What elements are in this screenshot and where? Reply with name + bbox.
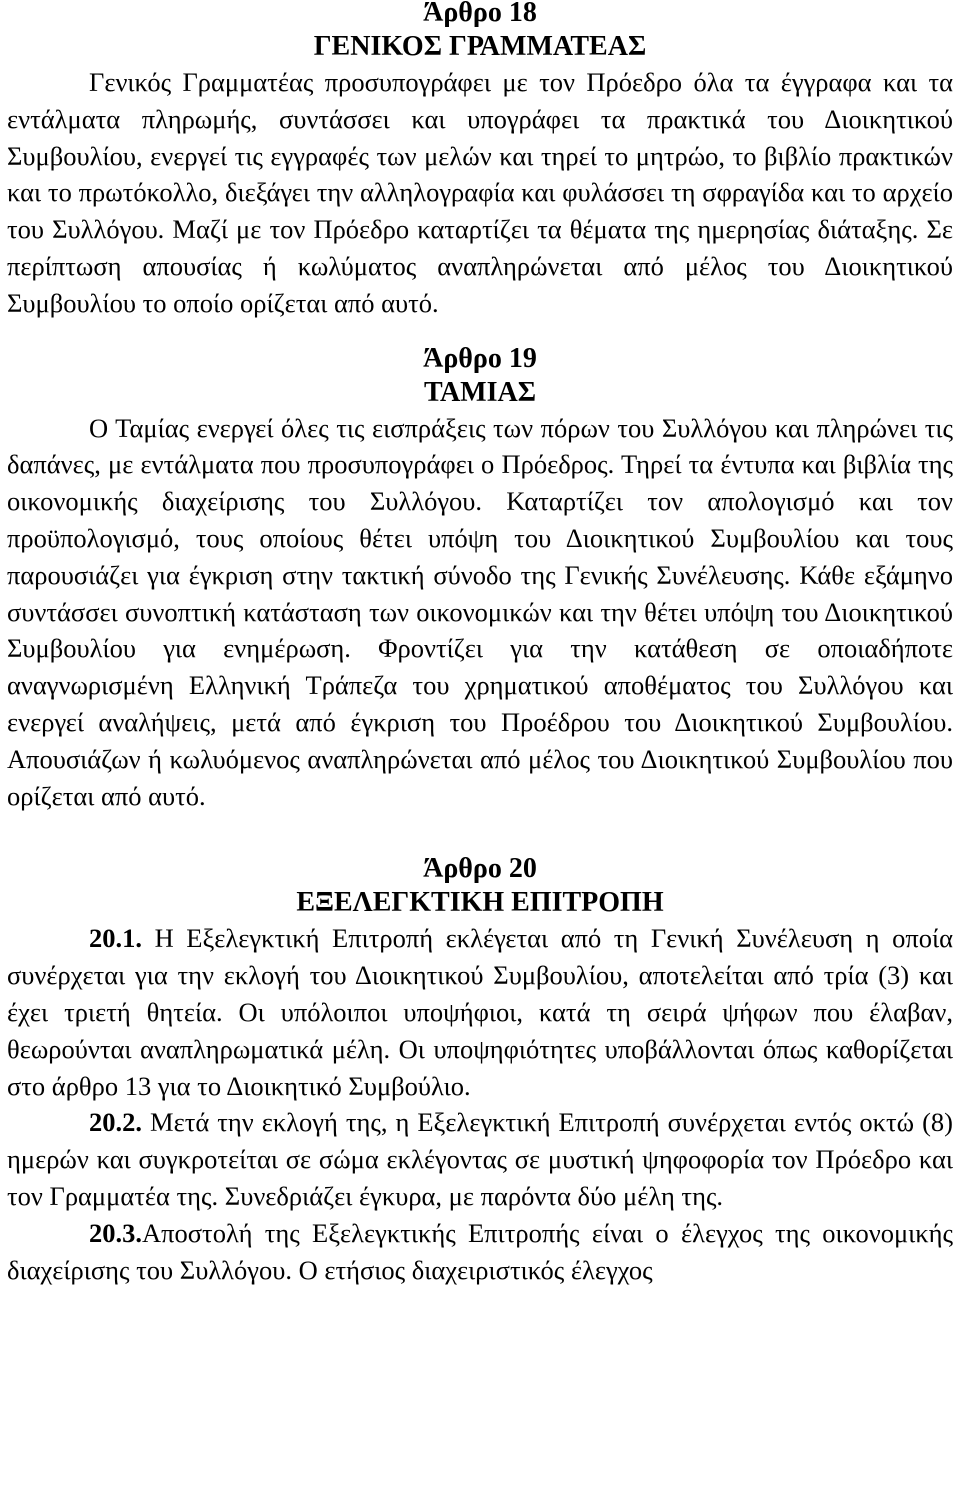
clause-number: 20.3.	[89, 1217, 142, 1248]
article-20-title: ΕΞΕΛΕΓΚΤΙΚΗ ΕΠΙΤΡΟΠΗ	[296, 887, 664, 919]
clause-text: Μετά την εκλογή της, η Εξελεγκτική Επιτροπή συνέρχεται εντός οκτώ (8) ημερών και συγκροτείται σε σώμα εκλέγοντας σε μυστική ψηφοφορία τον Πρόεδρο και τον Γραμματέα της. Συνεδριάζει έγκυρα, με παρόντα δύο μέλη της.	[7, 1107, 953, 1211]
article-20	[7, 852, 953, 1288]
article-18-title: ΓΕΝΙΚΟΣ ΓΡΑΜΜΑΤΕΑΣ	[313, 31, 647, 62]
article-18-body: Γενικός Γραμματέας προσυπογράφει με τον Πρόεδρο όλα τα έγγραφα και τα εντάλματα πληρωμής, συντάσσει και υπογράφει τα πρακτικά του Διοικητικού Συμβουλίου, ενεργεί τις εγγραφές των μελών και τηρεί το μητρώο, το βιβλίο πρακτικών και το πρωτόκολλο, διεξάγει την αλληλογραφία και φυλάσσει τη σφραγίδα και το αρχείο του Συλλόγου. Μαζί με τον Πρόεδρο καταρτίζει τα θέματα της ημερησίας διάταξης. Σε περίπτωση απουσίας ή κωλύματος αναπληρώνεται από μέλος του Διοικητικού Συμβουλίου το οποίο ορίζεται από αυτό.	[7, 67, 953, 318]
document-page	[7, 0, 953, 1288]
article-18-number: Άρθρο 18	[423, 0, 537, 28]
section-spacer	[7, 322, 953, 342]
section-spacer	[7, 814, 953, 852]
clause-text: Η Εξελεγκτική Επιτροπή εκλέγεται από τη Γενική Συνέλευση η οποία συνέρχεται για την εκλογή του Διοικητικού Συμβουλίου, αποτελείται από τρία (3) και έχει τριετή θητεία. Οι υπόλοιποι υποψήφιοι, κατά τη σειρά ψήφων που έλαβαν, θεωρούνται αναπληρωματικά μέλη. Οι υποψηφιότητες υποβάλλονται όπως καθορίζεται στο άρθρο 13 για το Διοικητικό Συμβούλιο.	[7, 923, 953, 1101]
clause-20-2	[7, 1104, 953, 1214]
clause-text: Αποστολή της Εξελεγκτικής Επιτροπής είναι ο έλεγχος της οικονομικής διαχείρισης του Συλλόγου. Ο ετήσιος διαχειριστικός έλεγχος	[7, 1217, 953, 1285]
clause-number: 20.2.	[89, 1107, 142, 1138]
article-18	[7, 0, 953, 322]
article-19-body: Ο Ταμίας ενεργεί όλες τις εισπράξεις των πόρων του Συλλόγου και πληρώνει τις δαπάνες, με εντάλματα που προσυπογράφει ο Πρόεδρος. Τηρεί τα έντυπα και βιβλία της οικονομικής διαχείρισης του Συλλόγου. Καταρτίζει τον απολογισμό και τον προϋπολογισμό, τους οποίους θέτει υπόψη του Διοικητικού Συμβουλίου και τους παρουσιάζει για έγκριση στην τακτική σύνοδο της Γενικής Συνέλευσης. Κάθε εξάμηνο συντάσσει συνοπτική κατάσταση των οικονομικών και την θέτει υπόψη του Διοικητικού Συμβουλίου για ενημέρωση. Φροντίζει για την κατάθεση σε οποιαδήποτε αναγνωρισμένη Ελληνική Τράπεζα του χρηματικού αποθέματος του Συλλόγου και ενεργεί αναλήψεις, μετά από έγκριση του Προέδρου του Διοικητικού Συμβουλίου. Απουσιάζων ή κωλυόμενος αναπληρώνεται από μέλος του Διοικητικού Συμβουλίου που ορίζεται από αυτό.	[7, 412, 953, 811]
clause-number: 20.1.	[89, 923, 142, 954]
clause-20-3	[7, 1215, 953, 1289]
article-19-title: ΤΑΜΙΑΣ	[423, 376, 537, 408]
article-20-number: Άρθρο 20	[423, 853, 537, 885]
article-19-number: Άρθρο 19	[423, 342, 537, 374]
clause-20-1	[7, 920, 953, 1104]
article-19	[7, 342, 953, 815]
